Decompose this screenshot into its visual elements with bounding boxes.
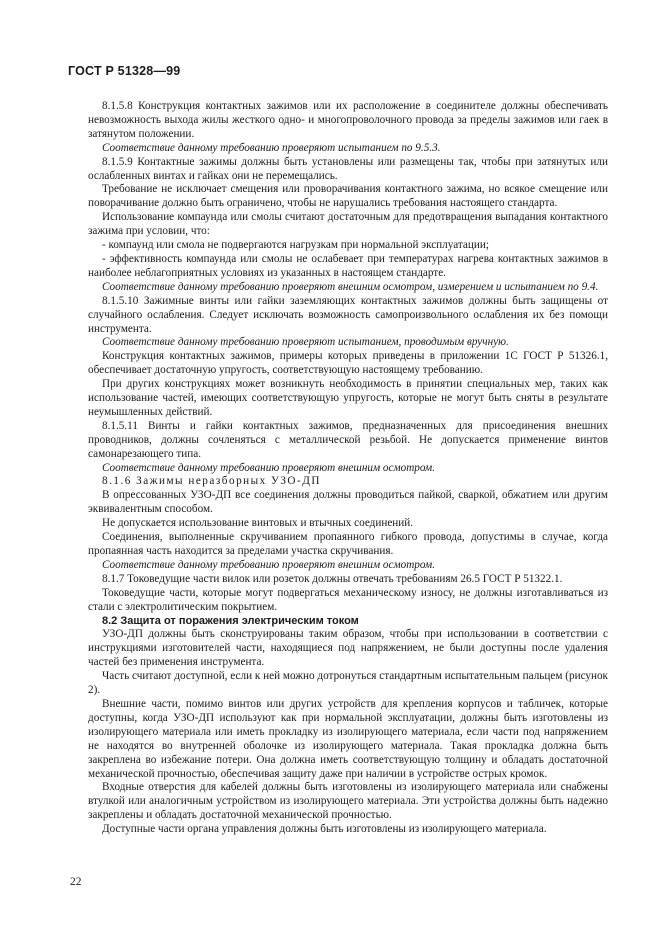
paragraph: Входные отверстия для кабелей должны быть изготовлены из изолирующего материала или снабжены втулкой или аналогичным устройством из изолирующего материала. Эти устройства должны быть надежно закреплены и обладать достаточной механической прочностью. <box>88 781 608 822</box>
paragraph: Требование не исключает смещения или проворачивания контактного зажима, но всякое смещение или поворачивание должно быть ограничено, чтобы не нарушались требования настоящего стандарта. <box>88 183 608 210</box>
compliance-note: Соответствие данному требованию проверяют внешним осмотром. <box>102 558 435 571</box>
paragraph: Не допускается использование винтовых и втычных соединений. <box>102 517 414 530</box>
document-header: ГОСТ Р 51328—99 <box>68 64 181 78</box>
compliance-note: Соответствие данному требованию проверяют испытанием, проводимым вручную. <box>102 336 509 349</box>
paragraph: Часть считают доступной, если к ней можно дотронуться стандартным испытательным пальцем (рисунок 2). <box>88 670 608 697</box>
paragraph: УЗО-ДП должны быть сконструированы таким образом, чтобы при использовании в соответствии с инструкциями изготовителей части, находящиеся под напряжением, не были доступны после удаления частей без применения инструмента. <box>88 628 608 669</box>
compliance-note: Соответствие данному требованию проверяют испытанием по 9.5.3. <box>102 141 441 154</box>
document-body <box>88 100 608 837</box>
paragraph: Соединения, выполненные скручиванием пропаянного гибкого провода, допустимы в случае, когда пропаянная часть находится за пределами участка скручивания. <box>88 531 608 557</box>
compliance-note: Соответствие данному требованию проверяют внешним осмотром, измерением и испытанием по 9.4. <box>102 280 599 293</box>
paragraph: При других конструкциях может возникнуть необходимость в принятии специальных мер, таких как использование частей, имеющих соответствующую упругость, которые не могут быть сняты в результате неумышленных действий. <box>88 378 608 418</box>
paragraph: 8.1.5.10 Зажимные винты или гайки заземляющих контактных зажимов должны быть защищены от случайного ослабления. Следует исключать возможность самопроизвольного ослабления их без помощи инструмента. <box>88 294 608 335</box>
paragraph: 8.1.5.11 Винты и гайки контактных зажимов, предназначенных для присоединения внешних проводников, должны сочленяться с металлической резьбой. Не допускается применение винтов самонарезающего типа. <box>88 419 608 460</box>
paragraph: - компаунд или смола не подвергаются нагрузкам при нормальной эксплуатации; <box>102 239 489 252</box>
page-number: 22 <box>70 876 82 888</box>
paragraph: - эффективность компаунда или смолы не ослабевает при температурах нагрева контактных зажимов в наиболее неблагоприятных условиях из указанных в настоящем стандарте. <box>88 252 608 279</box>
compliance-note: Соответствие данному требованию проверяют внешним осмотром. <box>102 461 435 474</box>
paragraph: Доступные части органа управления должны быть изготовлены из изолирующего материала. <box>102 823 547 836</box>
paragraph: В опрессованных УЗО-ДП все соединения должны проводиться пайкой, сваркой, обжатием или другим эквивалентным способом. <box>88 489 608 516</box>
paragraph: Использование компаунда или смолы считают достаточным для предотвращения выпадания контактного зажима при условии, что: <box>88 211 608 238</box>
subsection-heading: 8.1.6 Зажимы неразборных УЗО-ДП <box>102 475 321 488</box>
paragraph: Токоведущие части, которые могут подвергаться механическому износу, не должны изготавливаться из стали с электролитическим покрытием. <box>88 586 608 613</box>
paragraph: 8.1.5.8 Конструкция контактных зажимов или их расположение в соединителе должны обеспечивать невозможность выхода жилы жесткого одно- и многопроволочного провода за пределы зажимов или гаек в затянутом положении. <box>88 100 608 140</box>
section-heading: 8.2 Защита от поражения электрическим током <box>102 614 359 627</box>
paragraph: 8.1.5.9 Контактные зажимы должны быть установлены или размещены так, чтобы при затянутых или ослабленных винтах и гайках они не перемещались. <box>88 155 608 182</box>
paragraph: Конструкция контактных зажимов, примеры которых приведены в приложении 1С ГОСТ Р 51326.1, обеспечивает достаточную упругость, соответствующую настоящему требованию. <box>88 350 608 377</box>
paragraph: Внешние части, помимо винтов или других устройств для крепления корпусов и табличек, которые доступны, когда УЗО-ДП используют как при нормальной эксплуатации, должны быть изготовлены из изолирующего материала или иметь прокладку из изолирующего материала, если части под напряжением не находятся во внутренней оболочке из изолирующего материала. Такая прокладка должна быть закреплена во избежание потери. Она должна иметь соответствующую толщину и обладать достаточной механической прочностью, обеспечивая защиту даже при наличии в устройстве острых кромок. <box>88 697 608 780</box>
paragraph: 8.1.7 Токоведущие части вилок или розеток должны отвечать требованиям 26.5 ГОСТ Р 51322.1. <box>102 572 563 585</box>
